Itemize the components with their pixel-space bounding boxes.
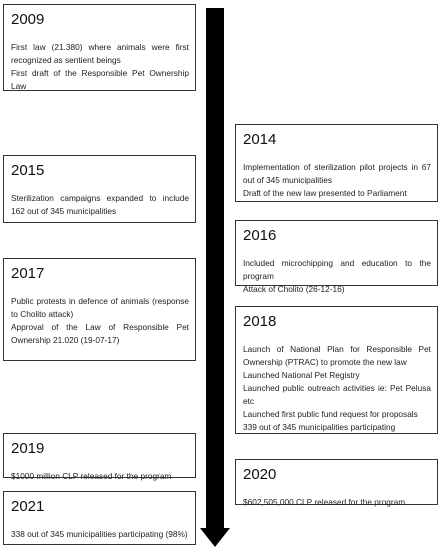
event-text: Included microchipping and education to the program	[243, 258, 431, 281]
event-text: First draft of the Responsible Pet Ownership Law	[11, 68, 189, 91]
event-text: Sterilization campaigns expanded to include 162 out of 345 municipalities	[11, 193, 189, 216]
event-text: Implementation of sterilization pilot projects in 67 out of 345 municipalities	[243, 162, 431, 185]
timeline-card-2021	[3, 491, 196, 545]
event-text: First law (21.380) where animals were first recognized as sentient beings	[11, 42, 189, 65]
event-text: Attack of Cholito (26-12-16)	[243, 284, 345, 294]
event-year: 2014	[243, 131, 277, 148]
timeline-card-2009	[3, 4, 196, 91]
timeline-card-2015	[3, 155, 196, 223]
event-year: 2019	[11, 440, 45, 457]
event-year: 2018	[243, 313, 277, 330]
event-text: Launched public outreach activities ie: Pet Pelusa etc	[243, 383, 431, 406]
timeline-card-2020	[235, 459, 438, 505]
timeline-card-2017	[3, 258, 196, 361]
event-text: Launch of National Plan for Responsible Pet Ownership (PTRAC) to promote the new law	[243, 344, 431, 367]
timeline-card-2019	[3, 433, 196, 481]
timeline-card-2014	[235, 124, 438, 202]
timeline-card-2016	[235, 220, 438, 294]
event-year: 2009	[11, 11, 45, 28]
event-text: Public protests in defence of animals (response to Cholito attack)	[11, 296, 189, 319]
event-year: 2021	[11, 498, 45, 515]
event-text: $1000 million CLP released for the program	[11, 471, 172, 481]
event-text: $602,505,000 CLP released for the program	[243, 497, 406, 507]
event-text: 339 out of 345 municipalities participating	[243, 422, 396, 432]
event-year: 2015	[11, 162, 45, 179]
event-text: Launched National Pet Registry	[243, 370, 360, 380]
event-year: 2017	[11, 265, 45, 282]
event-year: 2020	[243, 466, 277, 483]
event-text: Launched first public fund request for proposals	[243, 409, 418, 419]
event-year: 2016	[243, 227, 277, 244]
event-text: Approval of the Law of Responsible Pet Ownership 21.020 (19-07-17)	[11, 322, 189, 345]
event-text: Draft of the new law presented to Parliament	[243, 188, 407, 198]
event-text: 338 out of 345 municipalities participating (98%)	[11, 529, 188, 539]
timeline-card-2018	[235, 306, 438, 434]
